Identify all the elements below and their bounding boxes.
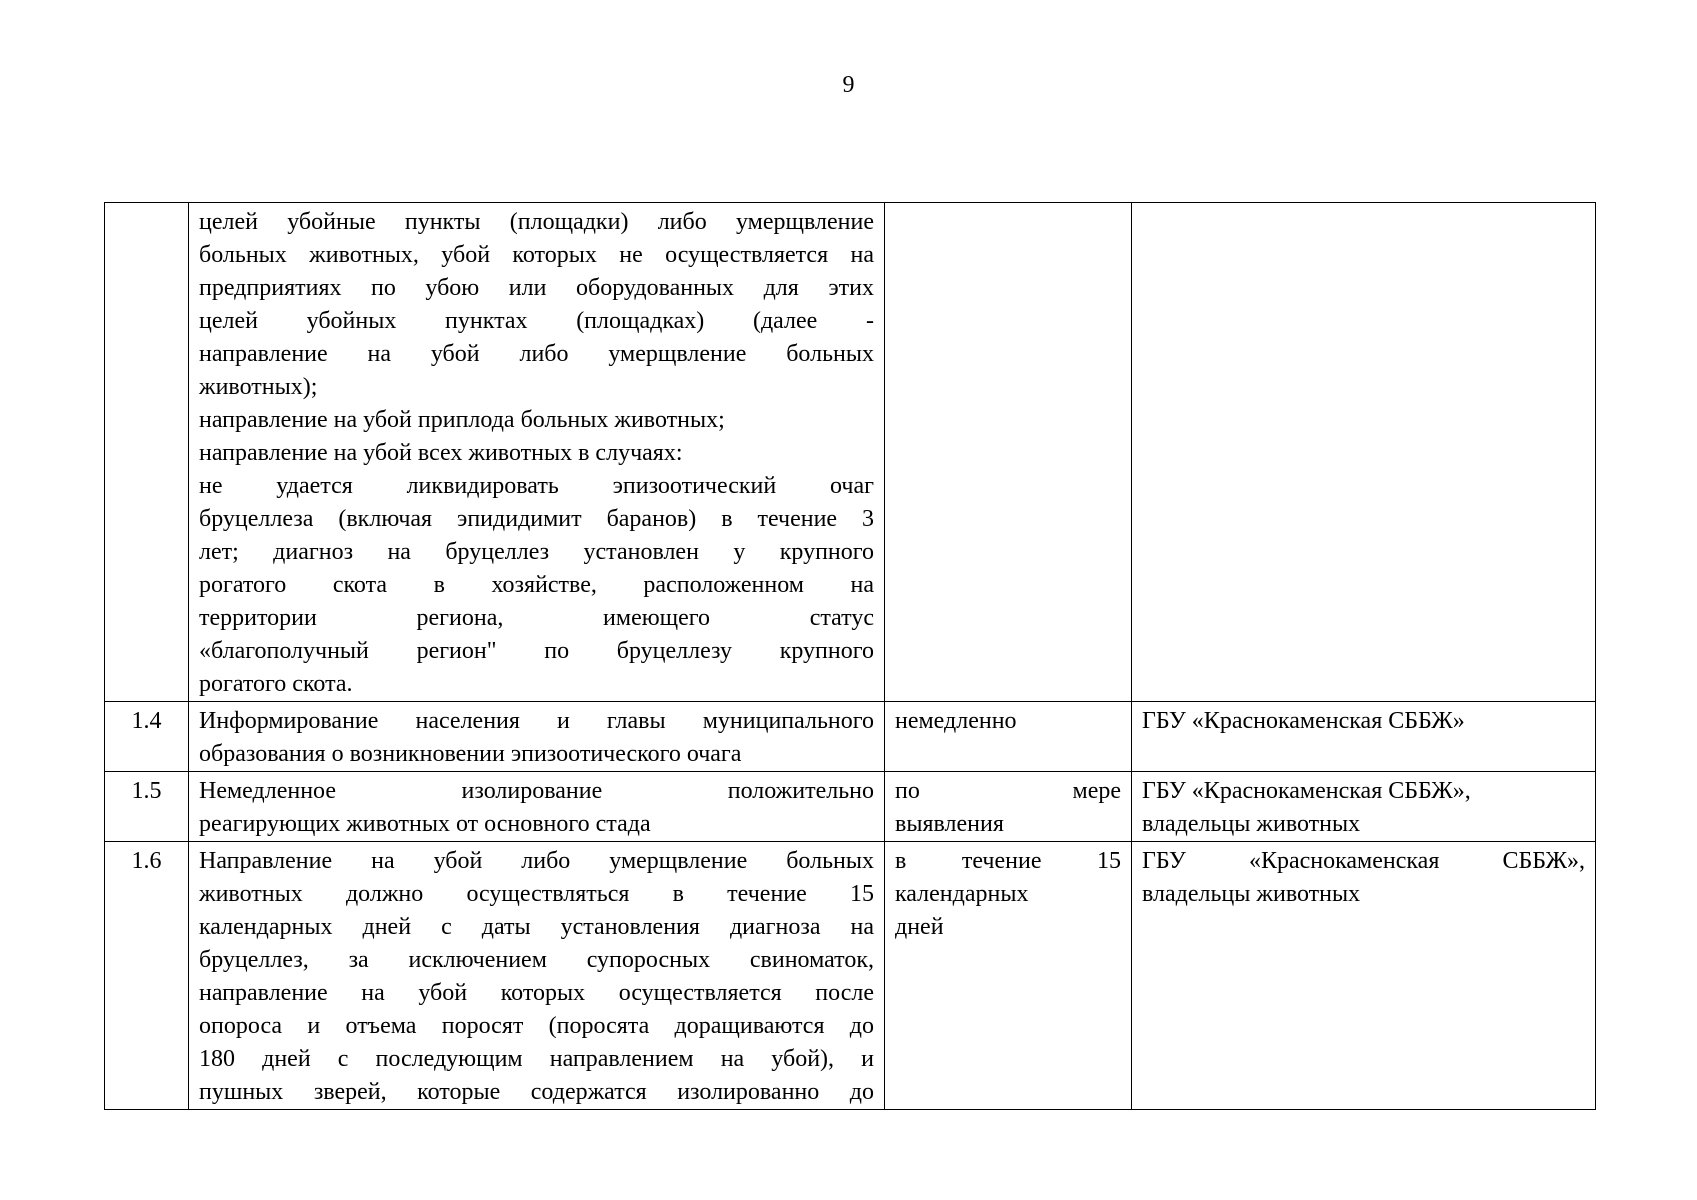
table-body — [105, 203, 1596, 1110]
text-line: «благополучный регион" по бруцеллезу крупного — [199, 638, 874, 664]
table-row — [105, 772, 1596, 842]
table-row — [105, 842, 1596, 1110]
resp-line: ГБУ «Краснокаменская СББЖ», — [1142, 778, 1471, 804]
text-line: бруцеллеза (включая эпидидимит баранов) в течение 3 — [199, 506, 874, 532]
text-line: пушных зверей, которые содержатся изолированно до — [199, 1079, 874, 1105]
text-line: направление на убой либо умерщвление больных — [199, 341, 874, 367]
term-line: календарных — [895, 881, 1029, 907]
text-line: целей убойных пунктах (площадках) (далее - — [199, 308, 874, 334]
text-line: направление на убой всех животных в случаях: — [199, 440, 683, 466]
resp-line: владельцы животных — [1142, 811, 1361, 837]
text-line: 180 дней с последующим направлением на убой), и — [199, 1046, 874, 1072]
measure-text-cell — [189, 772, 885, 842]
table-row — [105, 203, 1596, 702]
responsible-cell — [1132, 203, 1596, 702]
measures-table — [104, 202, 1596, 1110]
text-line: направление на убой приплода больных животных; — [199, 407, 725, 433]
responsible-cell — [1132, 842, 1596, 1110]
term-line: дней — [895, 914, 944, 940]
text-line: животных); — [199, 374, 318, 400]
text-line: Информирование населения и главы муниципального — [199, 708, 874, 734]
text-line: лет; диагноз на бруцеллез установлен у крупного — [199, 539, 874, 565]
measure-text-cell — [189, 842, 885, 1110]
text-line: больных животных, убой которых не осуществляется на — [199, 242, 874, 268]
text-line: рогатого скота в хозяйстве, расположенном на — [199, 572, 874, 598]
term-cell — [885, 203, 1132, 702]
text-line: Направление на убой либо умерщвление больных — [199, 848, 874, 874]
term-line: в течение 15 — [895, 848, 1121, 874]
term-cell — [885, 842, 1132, 1110]
table-row — [105, 702, 1596, 772]
responsible-cell — [1132, 772, 1596, 842]
resp-line: владельцы животных — [1142, 881, 1361, 907]
page-number: 9 — [842, 72, 855, 98]
text-line: календарных дней с даты установления диагноза на — [199, 914, 874, 940]
item-number-cell: 1.5 — [105, 772, 189, 842]
text-line: бруцеллез, за исключением супоросных свиноматок, — [199, 947, 874, 973]
text-line: реагирующих животных от основного стада — [199, 811, 651, 837]
text-line: направление на убой которых осуществляется после — [199, 980, 874, 1006]
term-cell — [885, 702, 1132, 772]
text-line: предприятиях по убою или оборудованных для этих — [199, 275, 874, 301]
text-line: образования о возникновении эпизоотического очага — [199, 741, 742, 767]
measure-text-cell — [189, 203, 885, 702]
term-cell — [885, 772, 1132, 842]
resp-line: ГБУ «Краснокаменская СББЖ», — [1142, 848, 1585, 874]
measure-text-cell — [189, 702, 885, 772]
text-line: целей убойные пункты (площадки) либо умерщвление — [199, 209, 874, 235]
text-line: опороса и отъема поросят (поросята доращиваются до — [199, 1013, 874, 1039]
item-number-cell — [105, 203, 189, 702]
text-line: не удается ликвидировать эпизоотический очаг — [199, 473, 874, 499]
item-number-cell: 1.6 — [105, 842, 189, 1110]
text-line: животных должно осуществляться в течение 15 — [199, 881, 874, 907]
item-number-cell: 1.4 — [105, 702, 189, 772]
text-line: Немедленное изолирование положительно — [199, 778, 874, 804]
term-line: немедленно — [895, 708, 1017, 734]
text-line: территории региона, имеющего статус — [199, 605, 874, 631]
term-line: выявления — [895, 811, 1004, 837]
text-line: рогатого скота. — [199, 671, 353, 697]
term-line: по мере — [895, 778, 1121, 804]
responsible-cell — [1132, 702, 1596, 772]
resp-line: ГБУ «Краснокаменская СББЖ» — [1142, 708, 1465, 734]
